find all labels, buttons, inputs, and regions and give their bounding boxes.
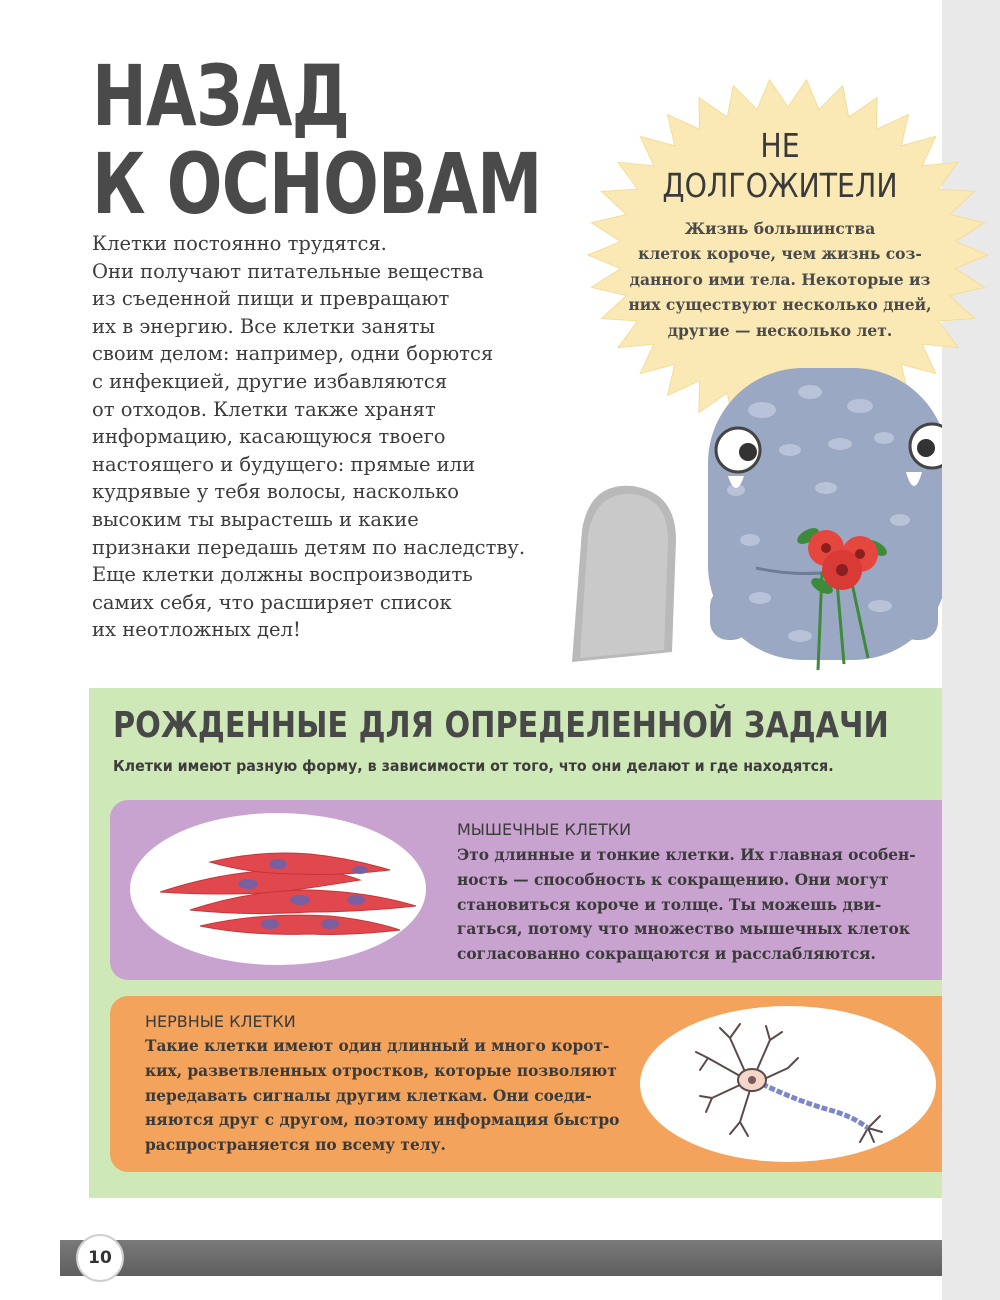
page-number: 10 bbox=[76, 1234, 124, 1282]
sidebar-title bbox=[642, 126, 917, 206]
muscle-line: согласованно сокращаются и расслабляются. bbox=[457, 945, 876, 964]
intro-line: из съеденной пищи и превращают bbox=[92, 287, 450, 311]
intro-line: от отходов. Клетки также хранят bbox=[92, 397, 436, 421]
intro-line: признаки передашь детям по наследству. bbox=[92, 535, 526, 559]
muscle-cells-text bbox=[457, 843, 916, 967]
muscle-line: Это длинные и тонкие клетки. Их главная особен- bbox=[457, 846, 916, 864]
nerve-line: ких, разветвленных отростков, которые позволяют bbox=[145, 1061, 617, 1080]
intro-line: самих себя, что расширяет список bbox=[92, 590, 452, 614]
muscle-line: гаться, потому что множество мышечных клеток bbox=[457, 920, 910, 939]
title-line-2: К ОСНОВАМ bbox=[92, 135, 542, 233]
footer-bar bbox=[60, 1240, 942, 1276]
muscle-cells-heading: МЫШЕЧНЫЕ КЛЕТКИ bbox=[457, 820, 632, 839]
section-subtitle: Клетки имеют разную форму, в зависимости от того, что они делают и где находятся. bbox=[113, 757, 834, 775]
intro-line: Клетки постоянно трудятся. bbox=[92, 232, 387, 255]
tombstone-icon bbox=[572, 486, 676, 662]
sad-cell-character-icon bbox=[708, 368, 942, 660]
title-line-1: НАЗАД bbox=[92, 47, 350, 145]
nerve-line: передавать сигналы другим клеткам. Они соеди- bbox=[145, 1086, 592, 1105]
nerve-line: распространяется по всему телу. bbox=[145, 1136, 446, 1155]
sad-cell-illustration bbox=[560, 340, 942, 680]
muscle-line: становиться короче и толще. Ты можешь дви- bbox=[457, 895, 882, 914]
sidebar-title-line-1: НЕ bbox=[760, 126, 800, 165]
nerve-line: Такие клетки имеют один длинный и много корот- bbox=[145, 1037, 610, 1055]
page-title bbox=[92, 47, 542, 233]
sidebar-line: клеток короче, чем жизнь соз- bbox=[638, 244, 922, 264]
sidebar-line: другие — несколько лет. bbox=[667, 320, 893, 340]
sidebar-line: данного ими тела. Некоторые из bbox=[629, 269, 931, 289]
intro-line: кудрявые у тебя волосы, насколько bbox=[92, 480, 460, 504]
section-title: РОЖДЕННЫЕ ДЛЯ ОПРЕДЕЛЕННОЙ ЗАДАЧИ bbox=[113, 705, 889, 746]
intro-line: своим делом: например, одни борются bbox=[92, 342, 494, 366]
nerve-cells-heading: НЕРВНЫЕ КЛЕТКИ bbox=[145, 1012, 296, 1031]
intro-line: информацию, касающуюся твоего bbox=[92, 425, 446, 449]
neuron-icon bbox=[690, 1018, 890, 1148]
intro-line: их в энергию. Все клетки заняты bbox=[92, 314, 436, 338]
nerve-line: няются друг с другом, поэтому информация быстро bbox=[145, 1111, 620, 1130]
intro-line: их неотложных дел! bbox=[92, 618, 301, 642]
sidebar-text bbox=[620, 216, 940, 343]
muscle-cells-icon bbox=[160, 840, 420, 940]
intro-paragraph bbox=[92, 230, 562, 644]
sidebar-line: Жизнь большинства bbox=[684, 219, 876, 238]
nerve-cells-text bbox=[145, 1034, 619, 1158]
intro-line: высоким ты вырастешь и какие bbox=[92, 507, 419, 531]
intro-line: Они получают питательные вещества bbox=[92, 259, 484, 283]
intro-line: Еще клетки должны воспроизводить bbox=[92, 563, 473, 587]
intro-line: с инфекцией, другие избавляются bbox=[92, 369, 448, 393]
muscle-line: ность — способность к сокращению. Они могут bbox=[457, 870, 889, 889]
sidebar-title-line-2: ДОЛГОЖИТЕЛИ bbox=[662, 166, 898, 205]
intro-line: настоящего и будущего: прямые или bbox=[92, 452, 476, 476]
sidebar-line: них существуют несколько дней, bbox=[628, 295, 932, 315]
